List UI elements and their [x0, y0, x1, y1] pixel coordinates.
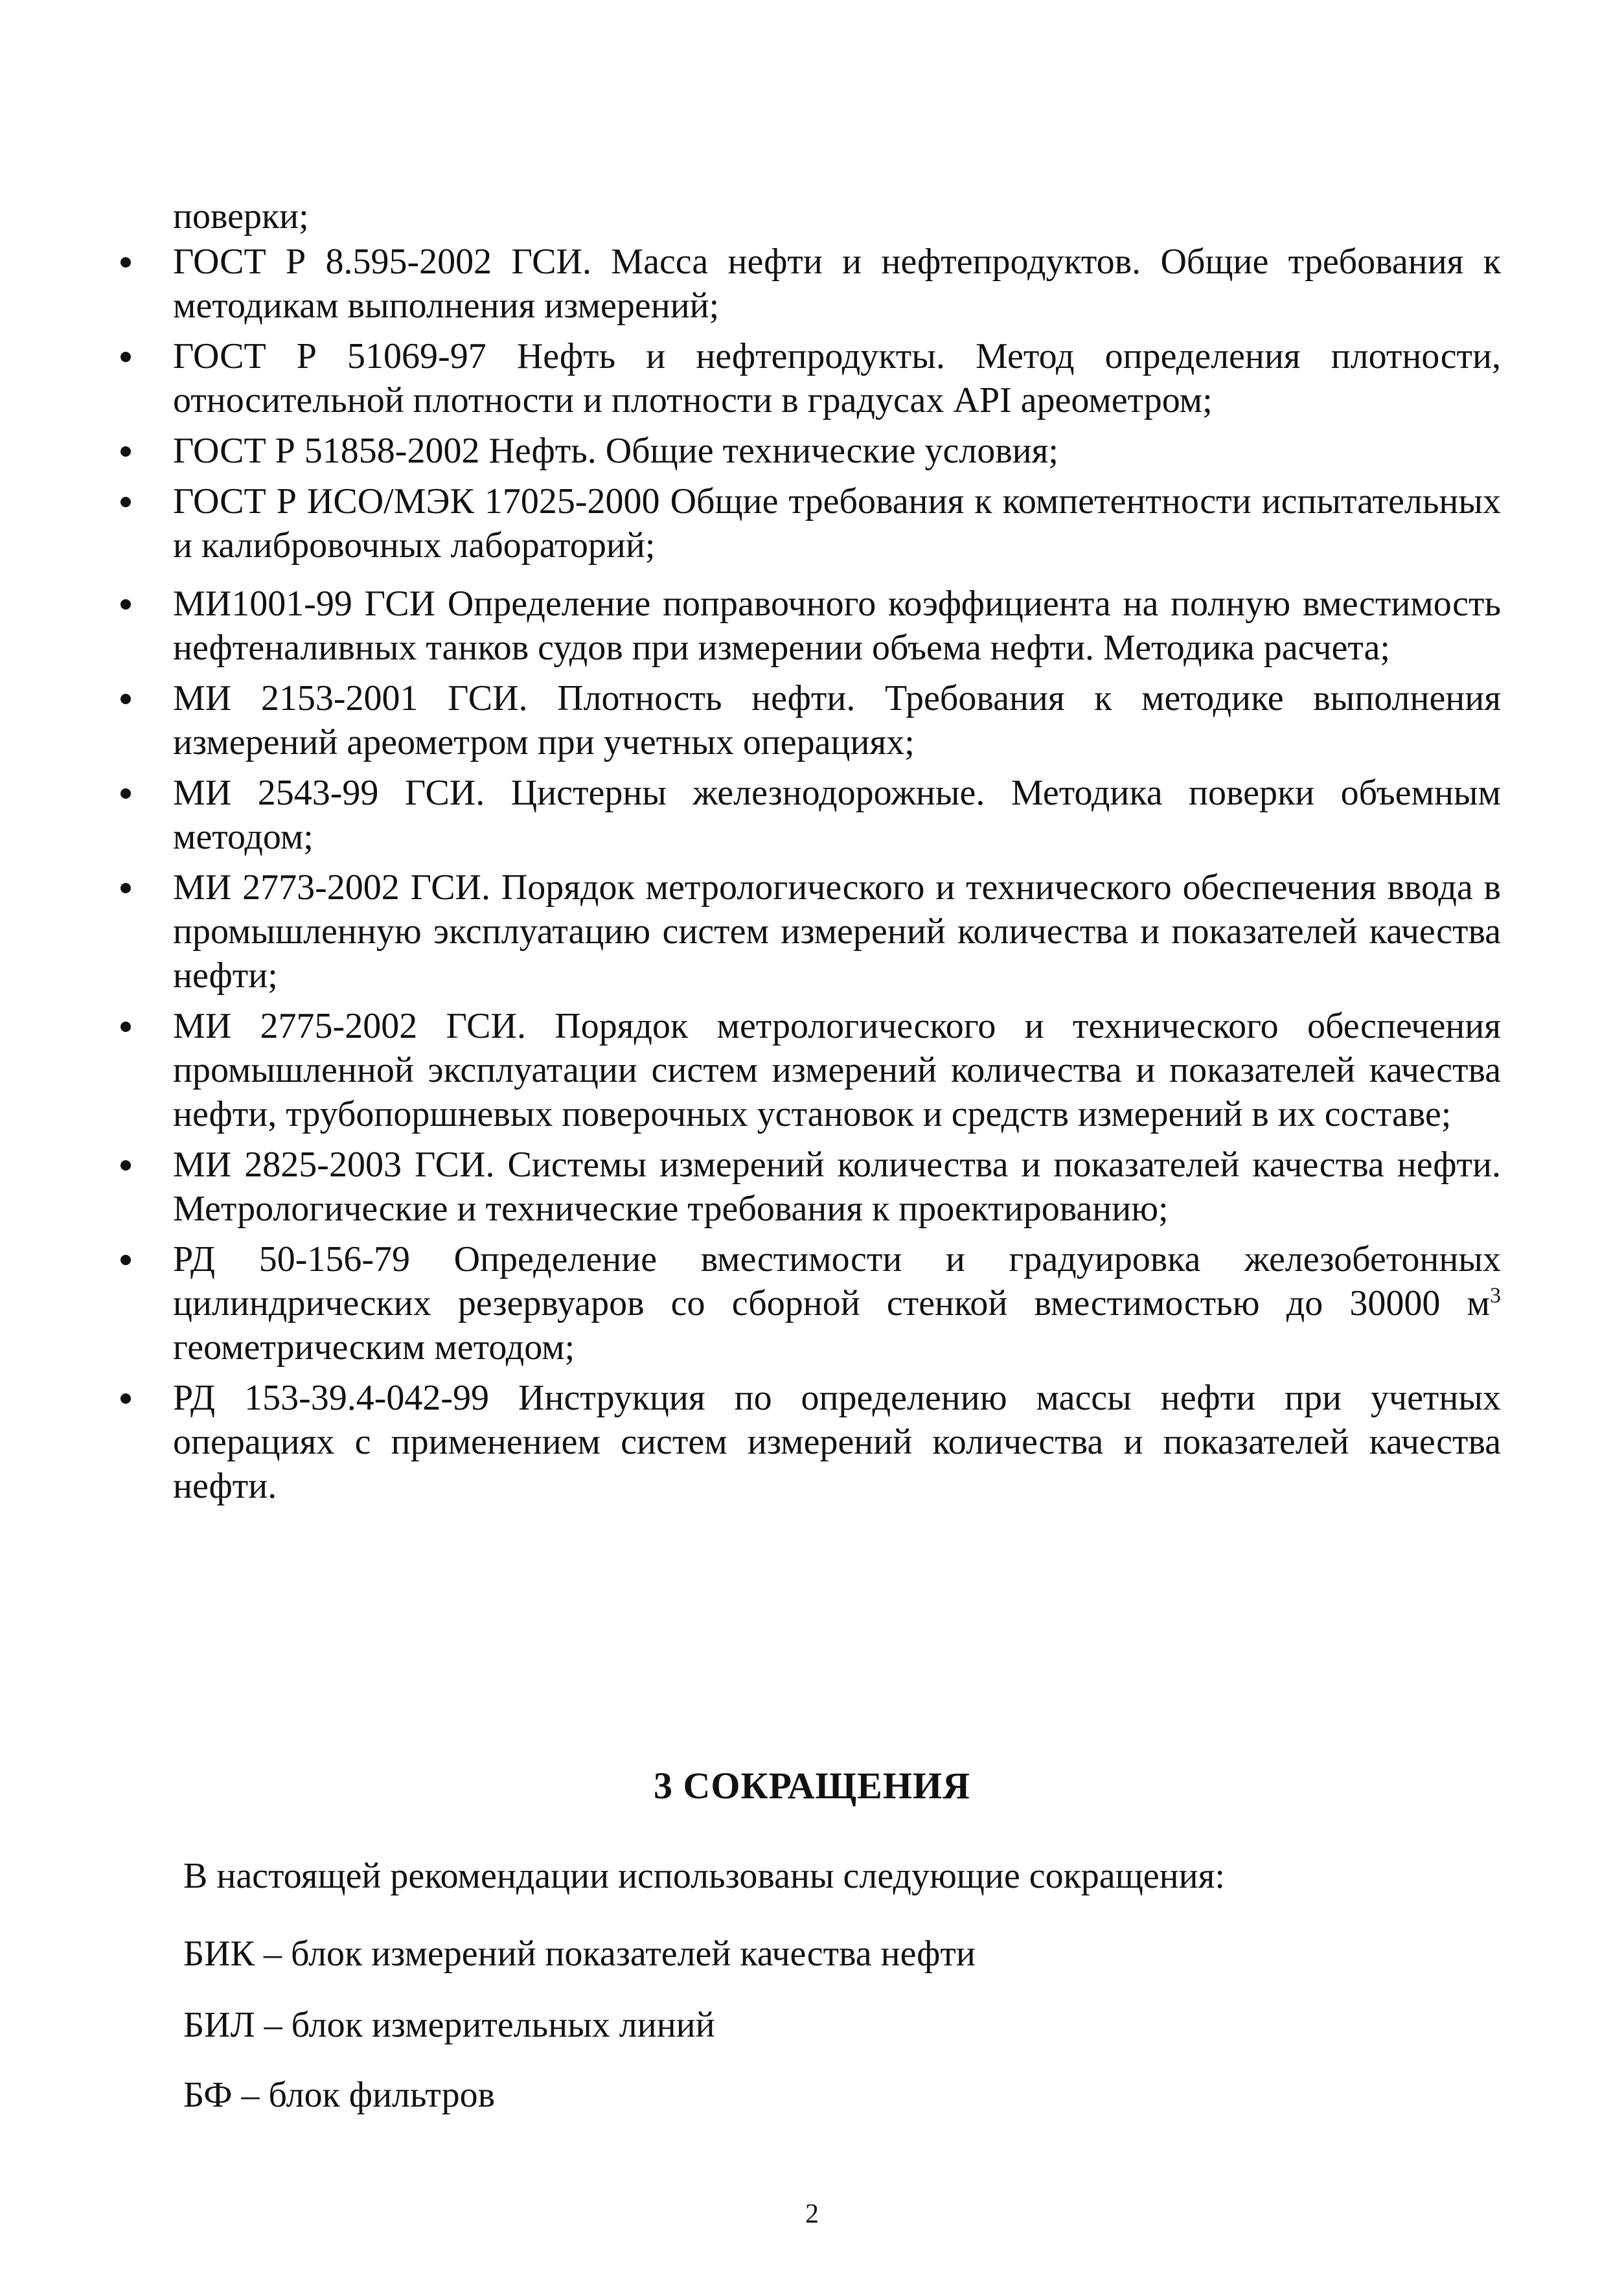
page-number: 2 — [805, 2199, 819, 2229]
section-title: 3 СОКРАЩЕНИЯ — [654, 1765, 970, 1807]
bullet-icon — [120, 1022, 131, 1032]
list-item — [120, 1143, 1501, 1231]
bullet-icon — [120, 694, 131, 704]
list-item — [120, 582, 1501, 670]
list-item — [120, 1237, 1501, 1369]
reference-text-part: геометрическим методом; — [173, 1327, 575, 1367]
reference-text: МИ 2153-2001 ГСИ. Плотность нефти. Требования к методике выполнения измерений ареометром при учетных операциях; — [173, 678, 1501, 762]
reference-text-part: РД 50-156-79 Определение вместимости и градуировка железобетонных цилиндрических резервуаров со сборной стенкой вместимостью до 30000 м — [173, 1239, 1501, 1323]
reference-text: ГОСТ Р 8.595-2002 ГСИ. Масса нефти и нефтепродуктов. Общие требования к методикам выполнения измерений; — [173, 242, 1501, 326]
reference-text: ГОСТ Р 51858-2002 Нефть. Общие технические условия; — [173, 431, 1058, 471]
bullet-icon — [120, 1255, 131, 1265]
list-item — [120, 1376, 1501, 1508]
reference-list — [120, 240, 1501, 1515]
reference-text: МИ 2543-99 ГСИ. Цистерны железнодорожные. Методика поверки объемным методом; — [173, 773, 1501, 857]
bullet-icon — [120, 883, 131, 893]
bullet-icon — [120, 1393, 131, 1404]
list-item — [120, 334, 1501, 422]
list-item — [120, 240, 1501, 328]
continuation-text: поверки; — [173, 196, 309, 236]
list-item — [120, 479, 1501, 567]
reference-text: МИ 2773-2002 ГСИ. Порядок метрологического и технического обеспечения ввода в промышленную эксплуатацию систем измерений количества и показателей качества нефти; — [173, 867, 1501, 996]
list-item — [120, 771, 1501, 859]
reference-text: ГОСТ Р ИСО/МЭК 17025-2000 Общие требования к компетентности испытательных и калибровочных лабораторий; — [173, 481, 1501, 566]
abbreviation-item: БФ – блок фильтров — [183, 2075, 496, 2115]
reference-text: РД 153-39.4-042-99 Инструкция по определению массы нефти при учетных операциях с применением систем измерений количества и показателей качества нефти. — [173, 1378, 1501, 1506]
list-item — [120, 429, 1501, 473]
bullet-icon — [120, 599, 131, 610]
bullet-icon — [120, 257, 131, 268]
reference-text: МИ1001-99 ГСИ Определение поправочного коэффициента на полную вместимость нефтеналивных танков судов при измерении объема нефти. Методика расчета; — [173, 584, 1501, 668]
bullet-icon — [120, 497, 131, 507]
reference-text: МИ 2825-2003 ГСИ. Системы измерений количества и показателей качества нефти. Метрологические и технические требования к проектированию; — [173, 1145, 1501, 1229]
bullet-icon — [120, 446, 131, 457]
list-item — [120, 676, 1501, 764]
section-intro: В настоящей рекомендации использованы следующие сокращения: — [183, 1856, 1225, 1896]
bullet-icon — [120, 1160, 131, 1171]
abbreviation-item: БИЛ – блок измерительных линий — [183, 2005, 715, 2045]
reference-text: ГОСТ Р 51069-97 Нефть и нефтепродукты. Метод определения плотности, относительной плотности и плотности в градусах API ареометром; — [173, 336, 1501, 420]
abbreviation-item: БИК – блок измерений показателей качества нефти — [183, 1934, 976, 1974]
list-item — [120, 865, 1501, 998]
reference-text — [173, 1239, 1501, 1367]
superscript-exponent: 3 — [1490, 1283, 1501, 1308]
list-item — [120, 1004, 1501, 1136]
reference-text: МИ 2775-2002 ГСИ. Порядок метрологического и технического обеспечения промышленной эксплуатации систем измерений количества и показателей качества нефти, трубопоршневых поверочных установок и средств измерений в их составе; — [173, 1006, 1501, 1134]
bullet-icon — [120, 788, 131, 799]
bullet-icon — [120, 352, 131, 362]
